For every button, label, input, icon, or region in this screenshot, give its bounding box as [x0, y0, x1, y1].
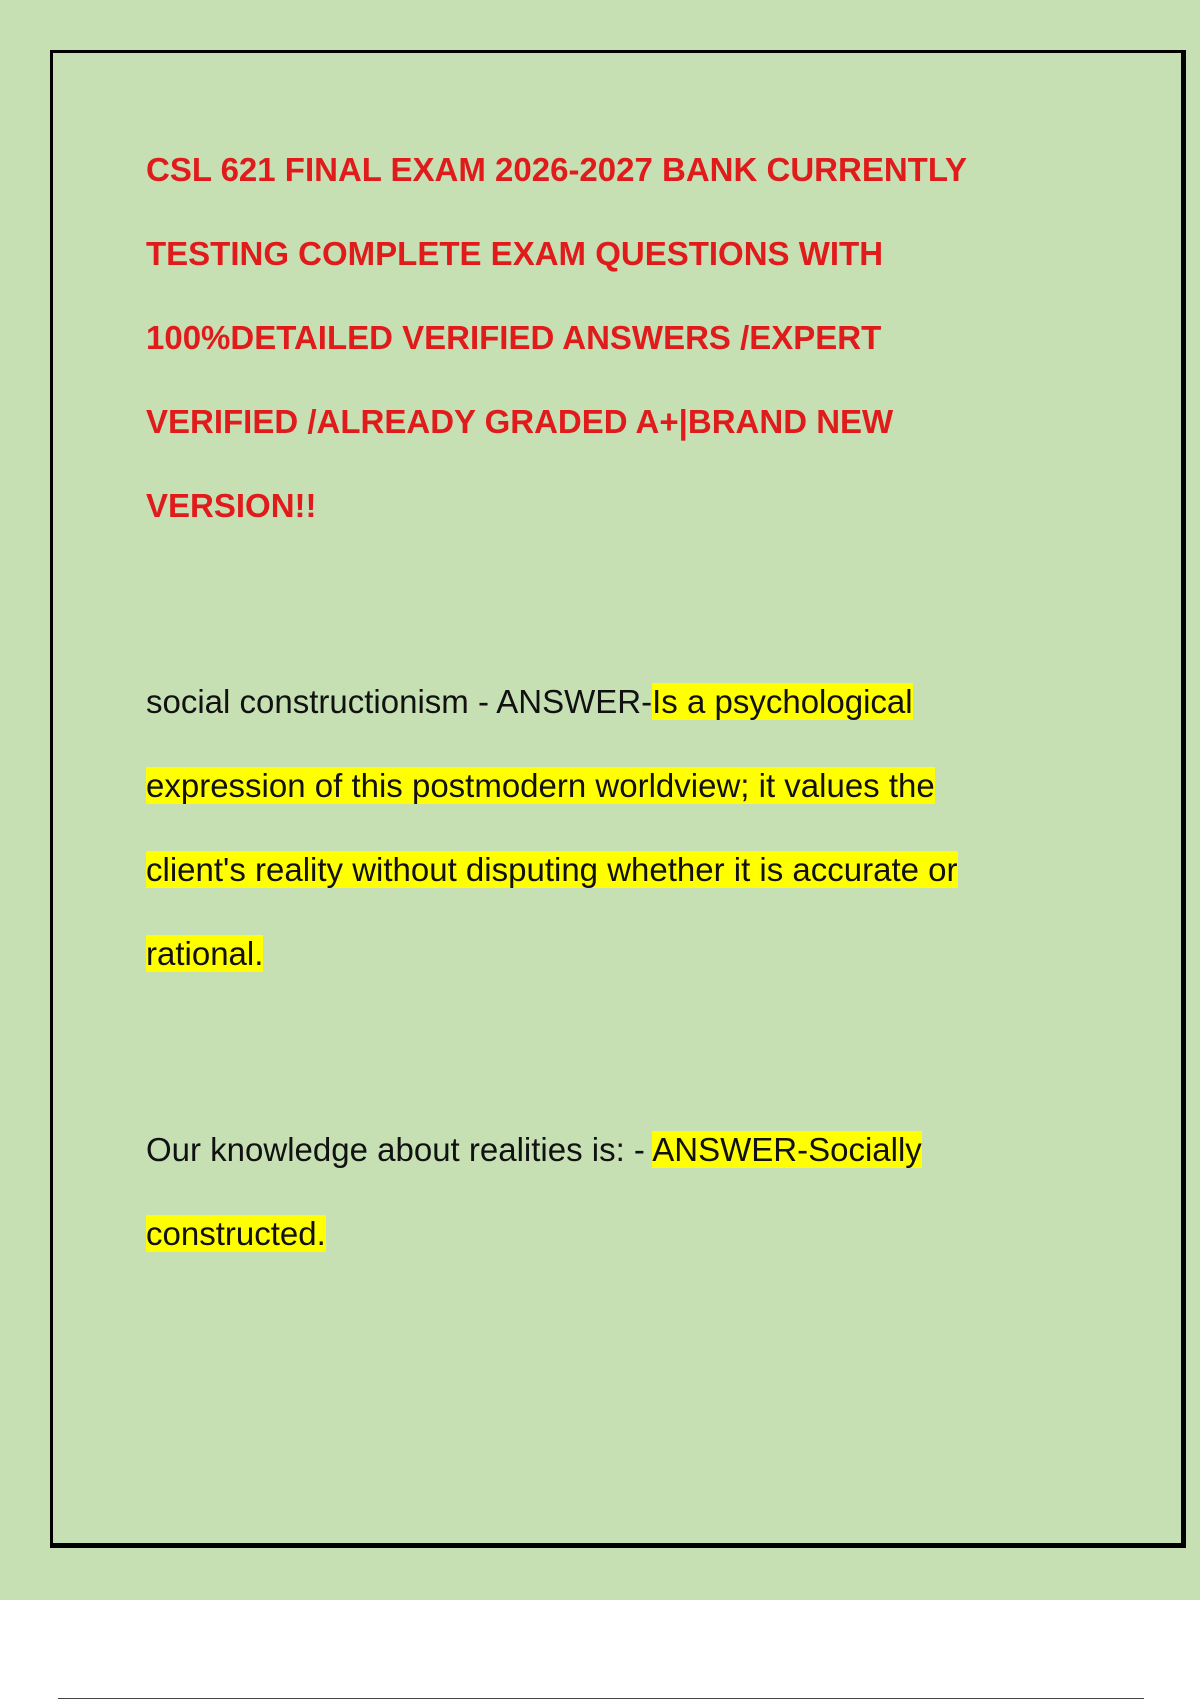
qa-line [146, 912, 1106, 996]
title-line: VERSION!! [146, 487, 317, 524]
question-text: Our knowledge about realities is: - [146, 1131, 653, 1168]
highlighted-answer: expression of this postmodern worldview; it values the [146, 767, 935, 804]
title-line: TESTING COMPLETE EXAM QUESTIONS WITH [146, 235, 884, 272]
qa-line [146, 1192, 1106, 1276]
qa-line [146, 660, 1106, 744]
title-line: VERIFIED /ALREADY GRADED A+|BRAND NEW [146, 403, 894, 440]
highlighted-answer: ANSWER-Socially [652, 1131, 922, 1168]
qa-item-social-constructionism [146, 660, 1106, 996]
highlighted-answer: client's reality without disputing whether it is accurate or [146, 851, 958, 888]
highlighted-answer: Is a psychological [652, 683, 913, 720]
question-text: social constructionism - ANSWER- [146, 683, 653, 720]
document-title [146, 128, 1106, 548]
title-line: CSL 621 FINAL EXAM 2026-2027 BANK CURRENTLY [146, 151, 967, 188]
highlighted-answer: rational. [146, 935, 264, 972]
footer-divider [58, 1698, 1144, 1699]
qa-line [146, 744, 1106, 828]
title-line: 100%DETAILED VERIFIED ANSWERS /EXPERT [146, 319, 882, 356]
highlighted-answer: constructed. [146, 1215, 326, 1252]
qa-line [146, 1108, 1106, 1192]
qa-item-knowledge-realities [146, 1108, 1106, 1276]
qa-line [146, 828, 1106, 912]
